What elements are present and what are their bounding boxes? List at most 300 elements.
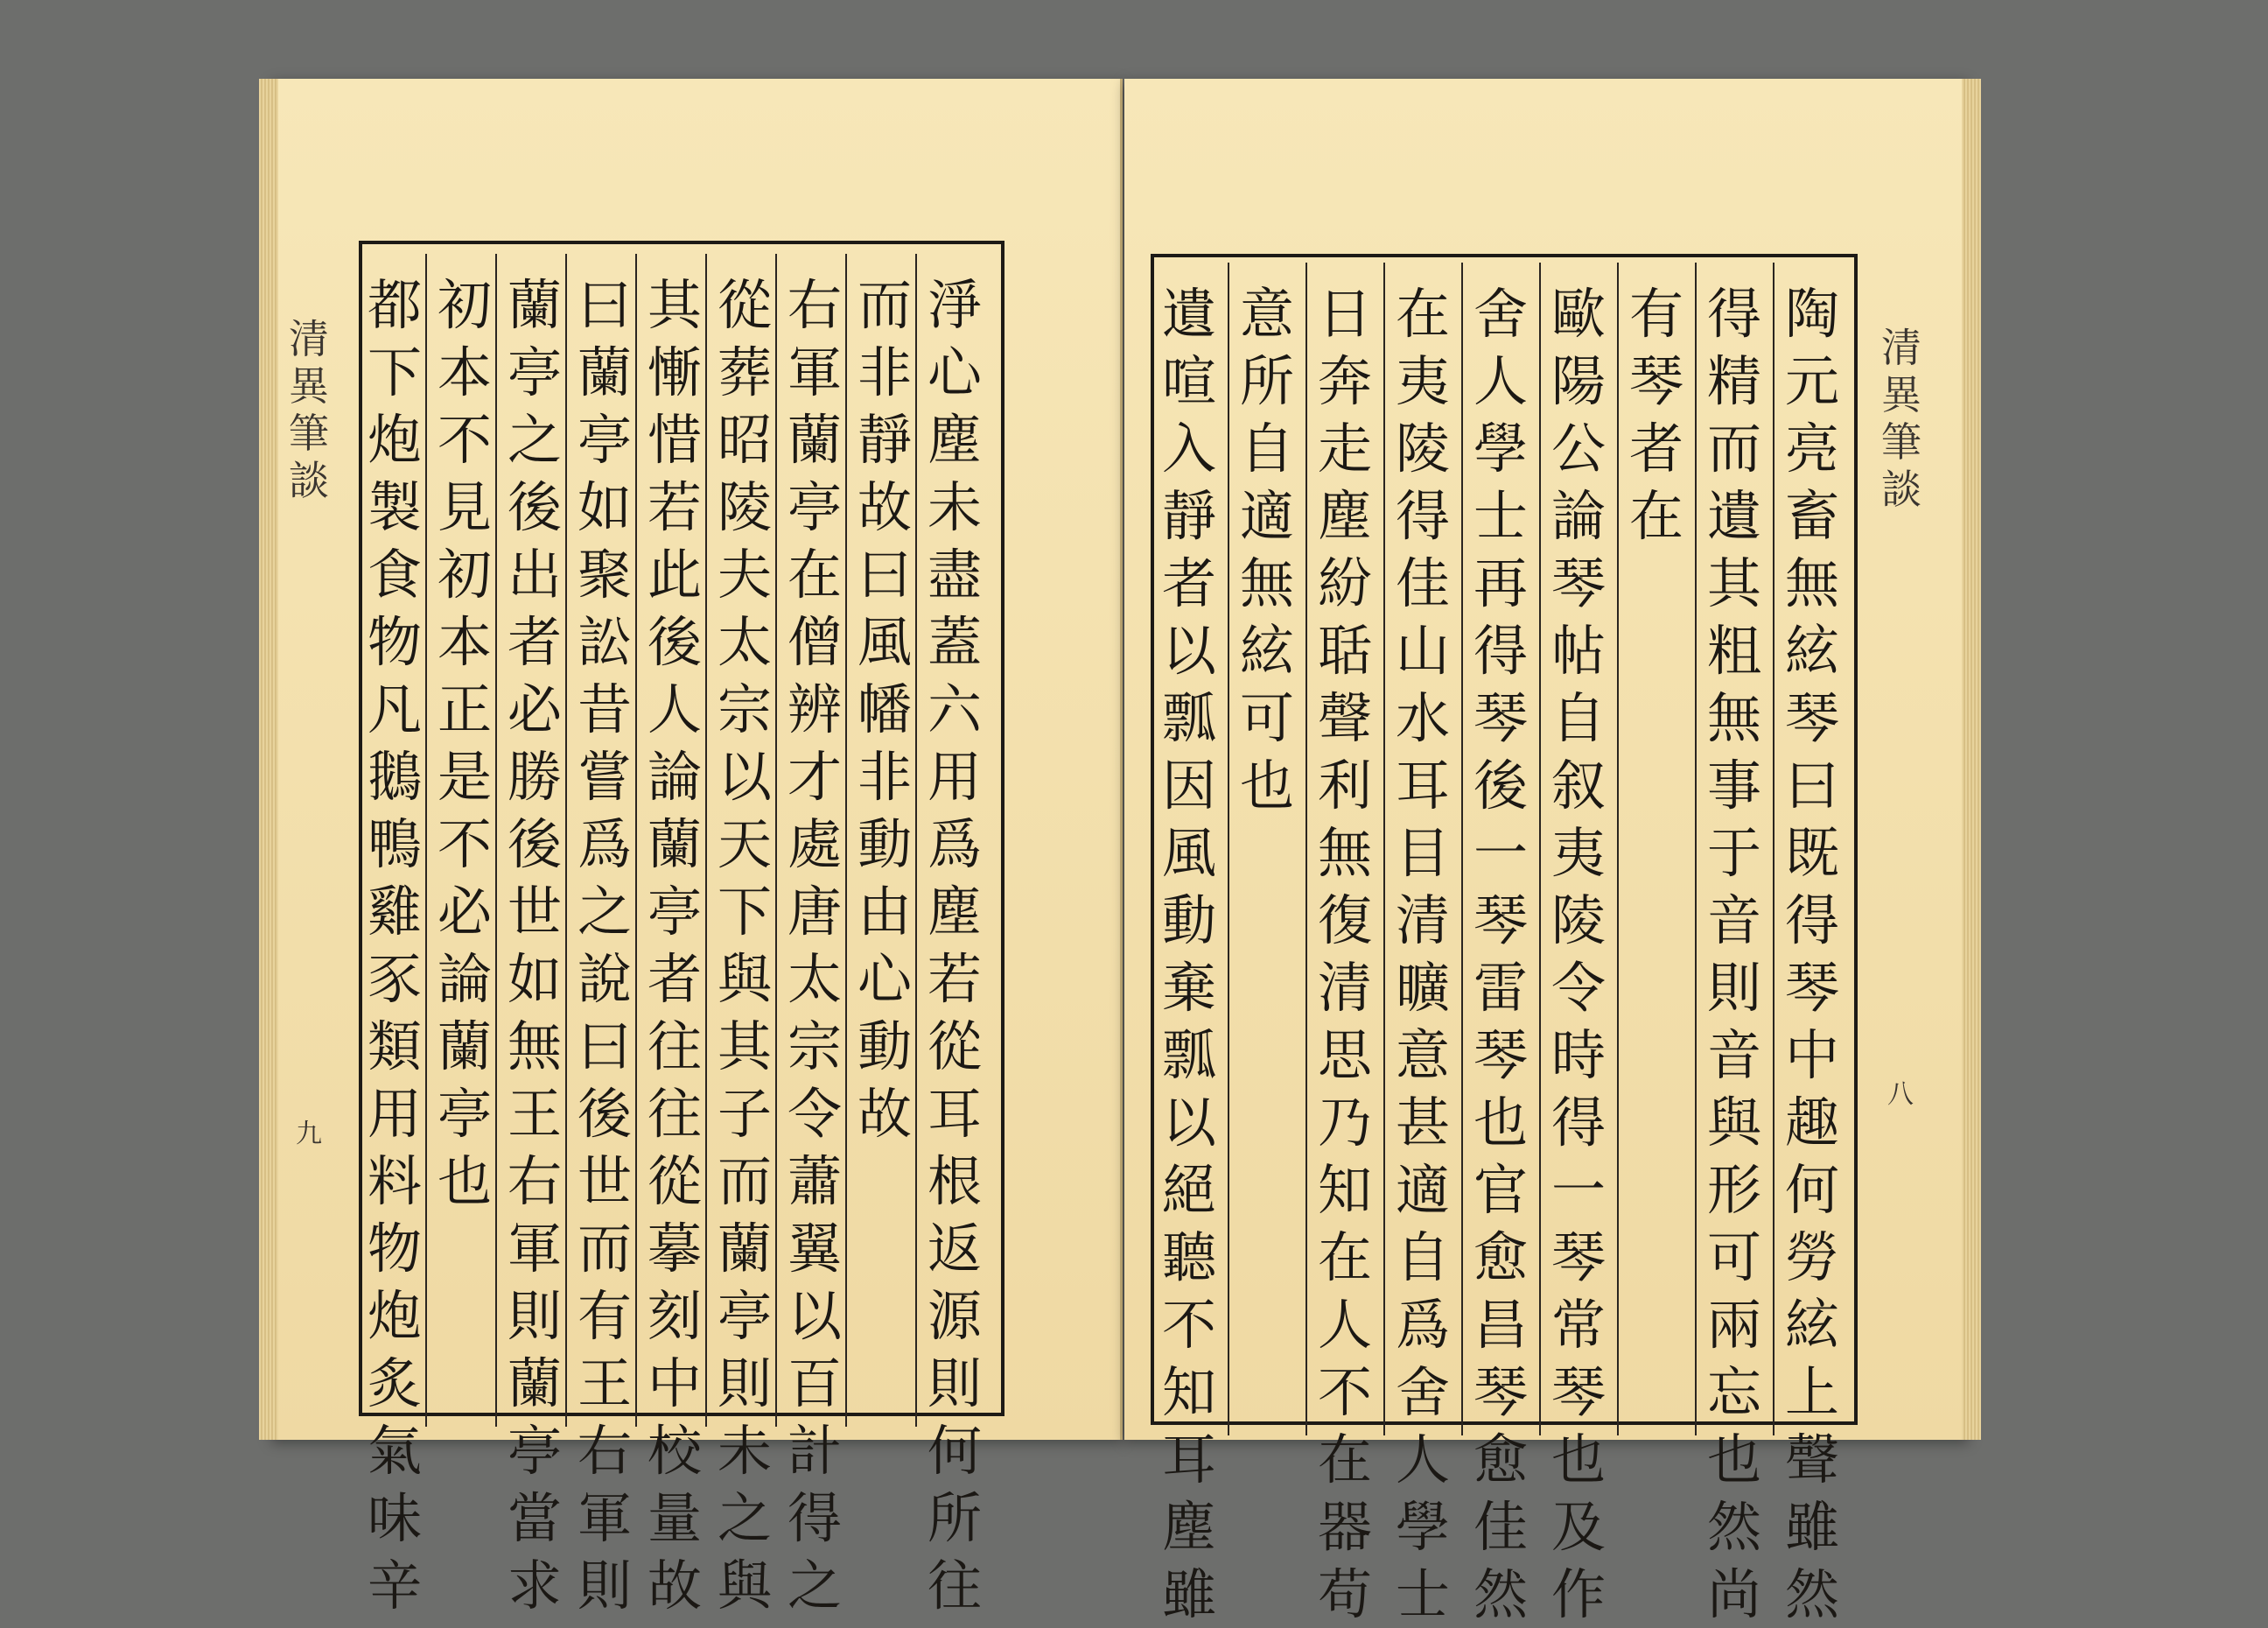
page-edge bbox=[1962, 79, 1981, 1440]
glyph: 必 bbox=[437, 880, 492, 944]
glyph: 非 bbox=[857, 745, 912, 809]
glyph: 故 bbox=[857, 475, 912, 539]
glyph: 用 bbox=[367, 1082, 422, 1146]
glyph: 從 bbox=[717, 273, 772, 337]
glyph: 爲 bbox=[577, 812, 632, 876]
running-title: 清異筆談 bbox=[289, 315, 329, 504]
glyph: 見 bbox=[437, 475, 492, 539]
glyph: 世 bbox=[577, 1149, 632, 1213]
glyph: 琴 bbox=[1784, 956, 1839, 1020]
glyph: 軍 bbox=[577, 1486, 632, 1550]
glyph: 自 bbox=[1395, 1225, 1450, 1289]
glyph: 惜 bbox=[647, 408, 702, 472]
column-rule bbox=[425, 254, 427, 1427]
glyph: 清 bbox=[1395, 888, 1450, 952]
glyph: 宗 bbox=[787, 1014, 842, 1078]
text-column bbox=[359, 271, 430, 1619]
glyph: 元 bbox=[1784, 349, 1839, 413]
glyph: 返 bbox=[927, 1217, 982, 1281]
glyph: 何 bbox=[1784, 1158, 1839, 1222]
glyph: 兩 bbox=[1706, 1293, 1761, 1357]
glyph: 在 bbox=[1317, 1225, 1372, 1289]
glyph: 可 bbox=[1706, 1225, 1761, 1289]
glyph: 製 bbox=[367, 475, 422, 539]
glyph: 亭 bbox=[507, 340, 562, 404]
glyph: 知 bbox=[1161, 1360, 1216, 1424]
glyph: 知 bbox=[1317, 1158, 1372, 1222]
glyph: 聲 bbox=[1784, 1428, 1839, 1491]
glyph: 論 bbox=[437, 947, 492, 1011]
glyph: 清 bbox=[1317, 956, 1372, 1020]
glyph: 亭 bbox=[647, 880, 702, 944]
glyph: 其 bbox=[1706, 551, 1761, 615]
column-rule bbox=[1539, 263, 1541, 1435]
glyph: 事 bbox=[1706, 754, 1761, 818]
glyph: 人 bbox=[1473, 349, 1528, 413]
folio-number: 九 bbox=[296, 1119, 322, 1149]
glyph: 在 bbox=[1395, 282, 1450, 346]
glyph: 與 bbox=[1706, 1091, 1761, 1154]
text-column bbox=[1387, 280, 1459, 1628]
glyph: 得 bbox=[1395, 484, 1450, 548]
glyph: 未 bbox=[717, 1419, 772, 1483]
glyph: 山 bbox=[1395, 619, 1450, 683]
glyph: 亮 bbox=[1784, 417, 1839, 481]
glyph: 琴 bbox=[1473, 1023, 1528, 1087]
glyph: 曰 bbox=[577, 1014, 632, 1078]
glyph: 目 bbox=[1395, 821, 1450, 885]
glyph: 琴 bbox=[1628, 349, 1684, 413]
glyph: 之 bbox=[787, 1554, 842, 1617]
glyph: 公 bbox=[1550, 417, 1606, 481]
glyph: 亭 bbox=[717, 1284, 772, 1348]
column-rule bbox=[1773, 263, 1774, 1435]
glyph: 琴 bbox=[1784, 686, 1839, 750]
glyph: 耳 bbox=[1161, 1428, 1216, 1491]
left-page bbox=[271, 79, 1123, 1617]
glyph: 日 bbox=[1317, 282, 1372, 346]
glyph: 物 bbox=[367, 610, 422, 674]
glyph: 琴 bbox=[1550, 1360, 1606, 1424]
glyph: 刻 bbox=[647, 1284, 702, 1348]
glyph: 趣 bbox=[1784, 1091, 1839, 1154]
glyph: 則 bbox=[1706, 956, 1761, 1020]
glyph: 粗 bbox=[1706, 619, 1761, 683]
glyph: 瓢 bbox=[1161, 686, 1216, 750]
glyph: 蘭 bbox=[787, 408, 842, 472]
glyph: 然 bbox=[1706, 1495, 1761, 1559]
glyph: 不 bbox=[437, 408, 492, 472]
glyph: 昌 bbox=[1473, 1293, 1528, 1357]
glyph: 亭 bbox=[507, 1419, 562, 1483]
glyph: 味 bbox=[367, 1486, 422, 1550]
glyph: 六 bbox=[927, 677, 982, 741]
glyph: 太 bbox=[787, 947, 842, 1011]
text-column bbox=[1776, 280, 1848, 1628]
glyph: 辛 bbox=[367, 1554, 422, 1617]
glyph: 蓋 bbox=[927, 610, 982, 674]
glyph: 動 bbox=[857, 812, 912, 876]
glyph: 陶 bbox=[1784, 282, 1839, 346]
glyph: 精 bbox=[1706, 349, 1761, 413]
glyph: 意 bbox=[1239, 282, 1294, 346]
glyph: 以 bbox=[1161, 1091, 1216, 1154]
glyph: 無 bbox=[1706, 686, 1761, 750]
glyph: 奔 bbox=[1317, 349, 1372, 413]
glyph: 百 bbox=[787, 1351, 842, 1415]
text-column bbox=[499, 271, 570, 1619]
glyph: 下 bbox=[717, 880, 772, 944]
glyph: 得 bbox=[1550, 1091, 1606, 1154]
glyph: 夷 bbox=[1550, 821, 1606, 885]
text-column bbox=[1153, 280, 1225, 1628]
text-column bbox=[569, 271, 640, 1619]
column-rule bbox=[635, 254, 637, 1427]
glyph: 在 bbox=[787, 543, 842, 607]
glyph: 天 bbox=[717, 812, 772, 876]
glyph: 蘭 bbox=[507, 273, 562, 337]
glyph: 得 bbox=[787, 1486, 842, 1550]
glyph: 棄 bbox=[1161, 956, 1216, 1020]
text-column bbox=[1620, 280, 1692, 550]
glyph: 用 bbox=[927, 745, 982, 809]
column-rule bbox=[1228, 263, 1229, 1435]
glyph: 陵 bbox=[1550, 888, 1606, 952]
glyph: 也 bbox=[1550, 1428, 1606, 1491]
glyph: 軍 bbox=[787, 340, 842, 404]
glyph: 再 bbox=[1473, 551, 1528, 615]
glyph: 根 bbox=[927, 1149, 982, 1213]
glyph: 耳 bbox=[927, 1082, 982, 1146]
glyph: 是 bbox=[437, 745, 492, 809]
glyph: 不 bbox=[1317, 1360, 1372, 1424]
glyph: 料 bbox=[367, 1149, 422, 1213]
glyph: 帖 bbox=[1550, 619, 1606, 683]
glyph: 甚 bbox=[1395, 1091, 1450, 1154]
text-column bbox=[1698, 280, 1770, 1628]
glyph: 瓢 bbox=[1161, 1023, 1216, 1087]
glyph: 聒 bbox=[1317, 619, 1372, 683]
glyph: 也 bbox=[1239, 754, 1294, 818]
glyph: 初 bbox=[437, 543, 492, 607]
glyph: 令 bbox=[787, 1082, 842, 1146]
glyph: 夫 bbox=[717, 543, 772, 607]
glyph: 及 bbox=[1550, 1495, 1606, 1559]
glyph: 適 bbox=[1239, 484, 1294, 548]
glyph: 翼 bbox=[787, 1217, 842, 1281]
glyph: 辨 bbox=[787, 677, 842, 741]
right-page bbox=[1124, 79, 1969, 1626]
glyph: 由 bbox=[857, 880, 912, 944]
glyph: 畜 bbox=[1784, 484, 1839, 548]
glyph: 說 bbox=[577, 947, 632, 1011]
glyph: 佳 bbox=[1395, 551, 1450, 615]
glyph: 也 bbox=[1473, 1091, 1528, 1154]
glyph: 塵 bbox=[927, 880, 982, 944]
glyph: 勞 bbox=[1784, 1225, 1839, 1289]
glyph: 常 bbox=[1550, 1293, 1606, 1357]
glyph: 初 bbox=[437, 273, 492, 337]
glyph: 軍 bbox=[507, 1217, 562, 1281]
glyph: 自 bbox=[1239, 417, 1294, 481]
glyph: 走 bbox=[1317, 417, 1372, 481]
glyph: 入 bbox=[1161, 417, 1216, 481]
column-rule bbox=[845, 254, 847, 1427]
glyph: 本 bbox=[437, 340, 492, 404]
glyph: 舍 bbox=[1395, 1360, 1450, 1424]
glyph: 蘭 bbox=[647, 812, 702, 876]
glyph: 後 bbox=[647, 610, 702, 674]
glyph: 校 bbox=[647, 1419, 702, 1483]
glyph: 無 bbox=[1784, 551, 1839, 615]
column-rule bbox=[565, 254, 567, 1427]
glyph: 求 bbox=[507, 1554, 562, 1617]
glyph: 亭 bbox=[437, 1082, 492, 1146]
glyph: 雖 bbox=[1784, 1495, 1839, 1559]
glyph: 乃 bbox=[1317, 1091, 1372, 1154]
glyph: 無 bbox=[1317, 821, 1372, 885]
column-rule bbox=[915, 254, 917, 1427]
glyph: 未 bbox=[927, 475, 982, 539]
glyph: 所 bbox=[927, 1486, 982, 1550]
glyph: 人 bbox=[1395, 1428, 1450, 1491]
glyph: 慚 bbox=[647, 340, 702, 404]
text-column bbox=[1465, 280, 1536, 1628]
glyph: 右 bbox=[787, 273, 842, 337]
glyph: 中 bbox=[1784, 1023, 1839, 1087]
glyph: 太 bbox=[717, 610, 772, 674]
glyph: 琴 bbox=[1473, 888, 1528, 952]
glyph: 炙 bbox=[367, 1351, 422, 1415]
glyph: 摹 bbox=[647, 1217, 702, 1281]
glyph: 琴 bbox=[1550, 551, 1606, 615]
glyph: 音 bbox=[1706, 1023, 1761, 1087]
glyph: 形 bbox=[1706, 1158, 1761, 1222]
glyph: 愈 bbox=[1473, 1428, 1528, 1491]
glyph: 曠 bbox=[1395, 956, 1450, 1020]
glyph: 者 bbox=[507, 610, 562, 674]
glyph: 以 bbox=[1161, 619, 1216, 683]
glyph: 雖 bbox=[1161, 1562, 1216, 1626]
text-column bbox=[779, 271, 850, 1619]
glyph: 蕭 bbox=[787, 1149, 842, 1213]
glyph: 佳 bbox=[1473, 1495, 1528, 1559]
glyph: 與 bbox=[717, 1554, 772, 1617]
glyph: 從 bbox=[647, 1149, 702, 1213]
column-rule bbox=[1695, 263, 1697, 1435]
text-column bbox=[919, 271, 990, 1619]
glyph: 量 bbox=[647, 1486, 702, 1550]
glyph: 之 bbox=[577, 880, 632, 944]
glyph: 一 bbox=[1550, 1158, 1606, 1222]
glyph: 與 bbox=[717, 947, 772, 1011]
glyph: 而 bbox=[1706, 417, 1761, 481]
glyph: 之 bbox=[717, 1486, 772, 1550]
glyph: 者 bbox=[1161, 551, 1216, 615]
glyph: 學 bbox=[1395, 1495, 1450, 1559]
glyph: 時 bbox=[1550, 1023, 1606, 1087]
glyph: 以 bbox=[787, 1284, 842, 1348]
glyph: 亭 bbox=[577, 408, 632, 472]
glyph: 後 bbox=[507, 475, 562, 539]
glyph: 故 bbox=[857, 1082, 912, 1146]
glyph: 物 bbox=[367, 1217, 422, 1281]
glyph: 因 bbox=[1161, 754, 1216, 818]
glyph: 而 bbox=[717, 1149, 772, 1213]
glyph: 動 bbox=[1161, 888, 1216, 952]
glyph: 利 bbox=[1317, 754, 1372, 818]
glyph: 也 bbox=[1706, 1428, 1761, 1491]
glyph: 適 bbox=[1395, 1158, 1450, 1222]
glyph: 子 bbox=[717, 1082, 772, 1146]
glyph: 音 bbox=[1706, 888, 1761, 952]
text-column bbox=[429, 271, 500, 1215]
glyph: 琴 bbox=[1473, 1360, 1528, 1424]
text-column bbox=[849, 271, 920, 1147]
glyph: 得 bbox=[1784, 888, 1839, 952]
glyph: 本 bbox=[437, 610, 492, 674]
glyph: 後 bbox=[1473, 754, 1528, 818]
glyph: 一 bbox=[1473, 821, 1528, 885]
glyph: 如 bbox=[507, 947, 562, 1011]
glyph: 既 bbox=[1784, 821, 1839, 885]
glyph: 而 bbox=[857, 273, 912, 337]
glyph: 若 bbox=[927, 947, 982, 1011]
glyph: 也 bbox=[437, 1149, 492, 1213]
glyph: 聽 bbox=[1161, 1225, 1216, 1289]
glyph: 爲 bbox=[1395, 1293, 1450, 1357]
glyph: 夷 bbox=[1395, 349, 1450, 413]
glyph: 尚 bbox=[1706, 1562, 1761, 1626]
glyph: 則 bbox=[927, 1351, 982, 1415]
column-rule bbox=[1383, 263, 1385, 1435]
glyph: 雞 bbox=[367, 880, 422, 944]
glyph: 論 bbox=[647, 745, 702, 809]
glyph: 世 bbox=[507, 880, 562, 944]
glyph: 學 bbox=[1473, 417, 1528, 481]
glyph: 有 bbox=[577, 1284, 632, 1348]
glyph: 人 bbox=[1317, 1293, 1372, 1357]
glyph: 唐 bbox=[787, 880, 842, 944]
glyph: 右 bbox=[507, 1149, 562, 1213]
glyph: 陽 bbox=[1550, 349, 1606, 413]
glyph: 此 bbox=[647, 543, 702, 607]
glyph: 復 bbox=[1317, 888, 1372, 952]
glyph: 在 bbox=[1628, 484, 1684, 548]
glyph: 在 bbox=[1317, 1428, 1372, 1491]
glyph: 琴 bbox=[1473, 686, 1528, 750]
glyph: 可 bbox=[1239, 686, 1294, 750]
glyph: 故 bbox=[647, 1554, 702, 1617]
glyph: 則 bbox=[717, 1351, 772, 1415]
glyph: 士 bbox=[1473, 484, 1528, 548]
glyph: 耳 bbox=[1395, 754, 1450, 818]
glyph: 人 bbox=[647, 677, 702, 741]
glyph: 當 bbox=[507, 1486, 562, 1550]
glyph: 得 bbox=[1473, 619, 1528, 683]
glyph: 于 bbox=[1706, 821, 1761, 885]
text-column bbox=[709, 271, 780, 1619]
glyph: 遺 bbox=[1161, 282, 1216, 346]
glyph: 無 bbox=[1239, 551, 1294, 615]
glyph: 類 bbox=[367, 1014, 422, 1078]
glyph: 出 bbox=[507, 543, 562, 607]
column-rule bbox=[495, 254, 497, 1427]
glyph: 非 bbox=[857, 340, 912, 404]
glyph: 鴨 bbox=[367, 812, 422, 876]
glyph: 有 bbox=[1628, 282, 1684, 346]
column-rule bbox=[1461, 263, 1463, 1435]
glyph: 淨 bbox=[927, 273, 982, 337]
glyph: 陵 bbox=[1395, 417, 1450, 481]
glyph: 不 bbox=[437, 812, 492, 876]
glyph: 蘭 bbox=[717, 1217, 772, 1281]
glyph: 凡 bbox=[367, 677, 422, 741]
glyph: 其 bbox=[647, 273, 702, 337]
glyph: 心 bbox=[857, 947, 912, 1011]
glyph: 計 bbox=[787, 1419, 842, 1483]
glyph: 如 bbox=[577, 475, 632, 539]
glyph: 氣 bbox=[367, 1419, 422, 1483]
running-title: 清異筆談 bbox=[1881, 324, 1922, 513]
glyph: 其 bbox=[717, 1014, 772, 1078]
column-rule bbox=[775, 254, 777, 1427]
glyph: 則 bbox=[507, 1284, 562, 1348]
glyph: 僧 bbox=[787, 610, 842, 674]
glyph: 令 bbox=[1550, 956, 1606, 1020]
glyph: 昭 bbox=[717, 408, 772, 472]
glyph: 昔 bbox=[577, 677, 632, 741]
glyph: 嘗 bbox=[577, 745, 632, 809]
glyph: 愈 bbox=[1473, 1225, 1528, 1289]
glyph: 曰 bbox=[857, 543, 912, 607]
glyph: 爲 bbox=[927, 812, 982, 876]
glyph: 訟 bbox=[577, 610, 632, 674]
glyph: 蘭 bbox=[507, 1351, 562, 1415]
glyph: 下 bbox=[367, 340, 422, 404]
glyph: 鵝 bbox=[367, 745, 422, 809]
glyph: 豕 bbox=[367, 947, 422, 1011]
glyph: 風 bbox=[1161, 821, 1216, 885]
glyph: 何 bbox=[927, 1419, 982, 1483]
glyph: 靜 bbox=[857, 408, 912, 472]
glyph: 後 bbox=[577, 1082, 632, 1146]
glyph: 水 bbox=[1395, 686, 1450, 750]
glyph: 所 bbox=[1239, 349, 1294, 413]
glyph: 盡 bbox=[927, 543, 982, 607]
glyph: 王 bbox=[507, 1082, 562, 1146]
glyph: 處 bbox=[787, 812, 842, 876]
glyph: 歐 bbox=[1550, 282, 1606, 346]
glyph: 而 bbox=[577, 1217, 632, 1281]
glyph: 之 bbox=[507, 408, 562, 472]
glyph: 絃 bbox=[1784, 1293, 1839, 1357]
glyph: 論 bbox=[1550, 484, 1606, 548]
glyph: 舍 bbox=[1473, 282, 1528, 346]
glyph: 自 bbox=[1550, 686, 1606, 750]
glyph: 王 bbox=[577, 1351, 632, 1415]
glyph: 才 bbox=[787, 745, 842, 809]
glyph: 紛 bbox=[1317, 551, 1372, 615]
glyph: 幡 bbox=[857, 677, 912, 741]
glyph: 雷 bbox=[1473, 956, 1528, 1020]
glyph: 從 bbox=[927, 1014, 982, 1078]
glyph: 不 bbox=[1161, 1293, 1216, 1357]
glyph: 然 bbox=[1784, 1562, 1839, 1626]
glyph: 勝 bbox=[507, 745, 562, 809]
glyph: 作 bbox=[1550, 1562, 1606, 1626]
glyph: 靜 bbox=[1161, 484, 1216, 548]
